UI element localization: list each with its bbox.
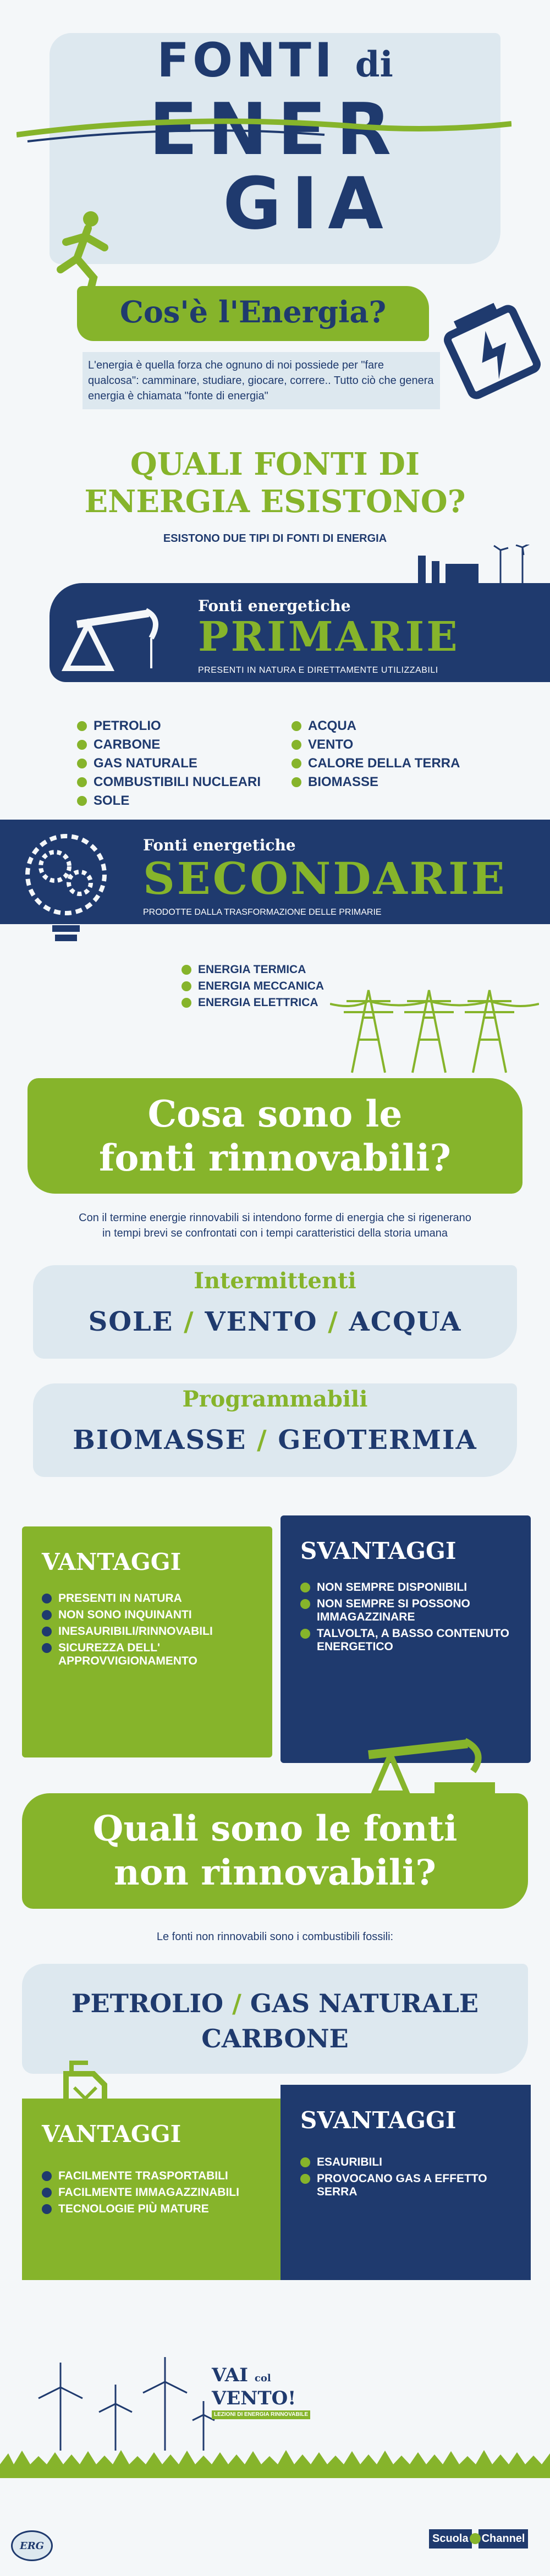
- nonrenewable-heading: Quali sono le fonti non rinnovabili?: [92, 1808, 458, 1893]
- programmable-items: BIOMASSE / GEOTERMIA: [73, 1425, 477, 1455]
- pros-title: VANTAGGI: [42, 2121, 182, 2147]
- power-pylons-icon: [330, 979, 539, 1078]
- bullet-icon: [42, 1594, 52, 1603]
- secondary-kicker: Fonti energetiche: [143, 836, 296, 854]
- list-item: FACILMENTE TRASPORTABILI: [42, 2169, 261, 2183]
- primary-list-right: [292, 715, 512, 793]
- page-title: FONTI di ENER GIA: [148, 33, 402, 245]
- intermittent-label: Intermittenti: [194, 1268, 356, 1294]
- list-item: SOLE: [77, 793, 292, 809]
- oil-pump-icon: [55, 591, 165, 679]
- renewable-cons-panel: [280, 1515, 531, 1763]
- nonrenewable-pros-panel: [22, 2099, 280, 2280]
- renewable-heading: Cosa sono le fonti rinnovabili?: [99, 1092, 451, 1179]
- list-item: CARBONE: [77, 737, 292, 753]
- bullet-icon: [182, 965, 191, 975]
- battery-icon: [440, 297, 544, 407]
- bullet-icon: [292, 721, 301, 731]
- intermittent-items: SOLE / VENTO / ACQUA: [88, 1306, 462, 1337]
- bullet-icon: [42, 2171, 52, 2181]
- bullet-icon: [42, 2204, 52, 2214]
- list-item: NON SONO INQUINANTI: [42, 1608, 252, 1622]
- list-item: PROVOCANO GAS A EFFETTO SERRA: [300, 2172, 511, 2199]
- renewable-pros-panel: [22, 1526, 272, 1757]
- list-item: INESAURIBILI/RINNOVABILI: [42, 1625, 252, 1638]
- bullet-icon: [182, 998, 191, 1008]
- pros-title: VANTAGGI: [42, 1548, 182, 1575]
- lightbulb-gears-icon: [11, 825, 121, 957]
- oil-pump-icon: [358, 1733, 501, 1799]
- primary-title: PRIMARIE: [198, 613, 460, 661]
- cons-title: SVANTAGGI: [300, 2107, 457, 2134]
- list-item: PETROLIO: [77, 718, 292, 734]
- cons-title: SVANTAGGI: [300, 1537, 457, 1564]
- bullet-icon: [292, 777, 301, 787]
- bullet-icon: [300, 1629, 310, 1639]
- sources-subheading: ESISTONO DUE TIPI DI FONTI DI ENERGIA: [163, 532, 387, 545]
- list-item: CALORE DELLA TERRA: [292, 756, 512, 771]
- title-swoosh: [16, 113, 512, 146]
- secondary-title: SECONDARIE: [143, 853, 507, 904]
- bullet-icon: [292, 759, 301, 768]
- list-item: NON SEMPRE SI POSSONO IMMAGAZZINARE: [300, 1597, 511, 1624]
- renewable-text: Con il termine energie rinnovabili si intendono forme di energia che si rigenerano in tempi brevi se confrontati con i tempi caratteristici della storia umana: [79, 1212, 471, 1239]
- primary-caption: PRESENTI IN NATURA E DIRETTAMENTE UTILIZZABILI: [198, 666, 438, 675]
- bullet-icon: [182, 981, 191, 991]
- list-item: COMBUSTIBILI NUCLEARI: [77, 775, 292, 790]
- bullet-icon: [42, 1627, 52, 1636]
- sources-heading: QUALI FONTI DI ENERGIA ESISTONO?: [84, 446, 466, 520]
- programmable-label: Programmabili: [182, 1386, 368, 1412]
- grass-strip: [0, 2448, 550, 2481]
- list-item: ESAURIBILI: [300, 2156, 511, 2169]
- bullet-icon: [42, 1610, 52, 1620]
- bullet-icon: [77, 740, 87, 750]
- nonrenewable-text: Le fonti non rinnovabili sono i combustibili fossili:: [156, 1931, 394, 1943]
- wind-turbines-icon: [22, 2354, 220, 2453]
- primary-kicker: Fonti energetiche: [198, 597, 351, 615]
- bullet-icon: [77, 759, 87, 768]
- bullet-icon: [77, 721, 87, 731]
- list-item: SICUREZZA DELL' APPROVVIGIONAMENTO: [42, 1641, 252, 1668]
- fossil-items: PETROLIO / GAS NATURALE CARBONE: [71, 1989, 479, 2053]
- nonrenewable-cons-panel: [280, 2085, 531, 2280]
- erg-logo: ERG: [11, 2530, 53, 2561]
- list-item: PRESENTI IN NATURA: [42, 1592, 252, 1605]
- bullet-icon: [42, 1643, 52, 1653]
- energy-text: L'energia è quella forza che ognuno di noi possiede per "fare qualcosa": camminare, studiare, giocare, correre.. Tutto ciò che genera energia è chiamata "fonte di energia": [82, 352, 440, 409]
- bullet-icon: [300, 1599, 310, 1609]
- list-item: ENERGIA ELETTRICA: [182, 996, 363, 1009]
- campaign-logo: VAI col VENTO! LEZIONI DI ENERGIA RINNOVABILE: [212, 2365, 310, 2419]
- factory-skyline-icon: [407, 545, 550, 583]
- list-item: GAS NATURALE: [77, 756, 292, 771]
- bullet-icon: [300, 2157, 310, 2167]
- list-item: ENERGIA MECCANICA: [182, 980, 363, 993]
- list-item: TECNOLOGIE PIÙ MATURE: [42, 2202, 261, 2216]
- list-item: ACQUA: [292, 718, 512, 734]
- primary-list-left: [77, 715, 292, 812]
- list-item: FACILMENTE IMMAGAZZINABILI: [42, 2186, 261, 2199]
- logo-dot-icon: [470, 2533, 481, 2544]
- secondary-caption: PRODOTTE DALLA TRASFORMAZIONE DELLE PRIMARIE: [143, 908, 382, 917]
- list-item: ENERGIA TERMICA: [182, 963, 363, 976]
- list-item: TALVOLTA, A BASSO CONTENUTO ENERGETICO: [300, 1627, 511, 1654]
- bullet-icon: [292, 740, 301, 750]
- energy-heading: Cos'è l'Energia?: [119, 294, 387, 329]
- bullet-icon: [77, 777, 87, 787]
- list-item: BIOMASSE: [292, 775, 512, 790]
- list-item: NON SEMPRE DISPONIBILI: [300, 1581, 511, 1594]
- scuola-channel-logo: Scuola Channel: [429, 2522, 534, 2555]
- bullet-icon: [42, 2188, 52, 2198]
- bullet-icon: [77, 796, 87, 806]
- bullet-icon: [300, 2174, 310, 2184]
- bullet-icon: [300, 1583, 310, 1592]
- list-item: VENTO: [292, 737, 512, 753]
